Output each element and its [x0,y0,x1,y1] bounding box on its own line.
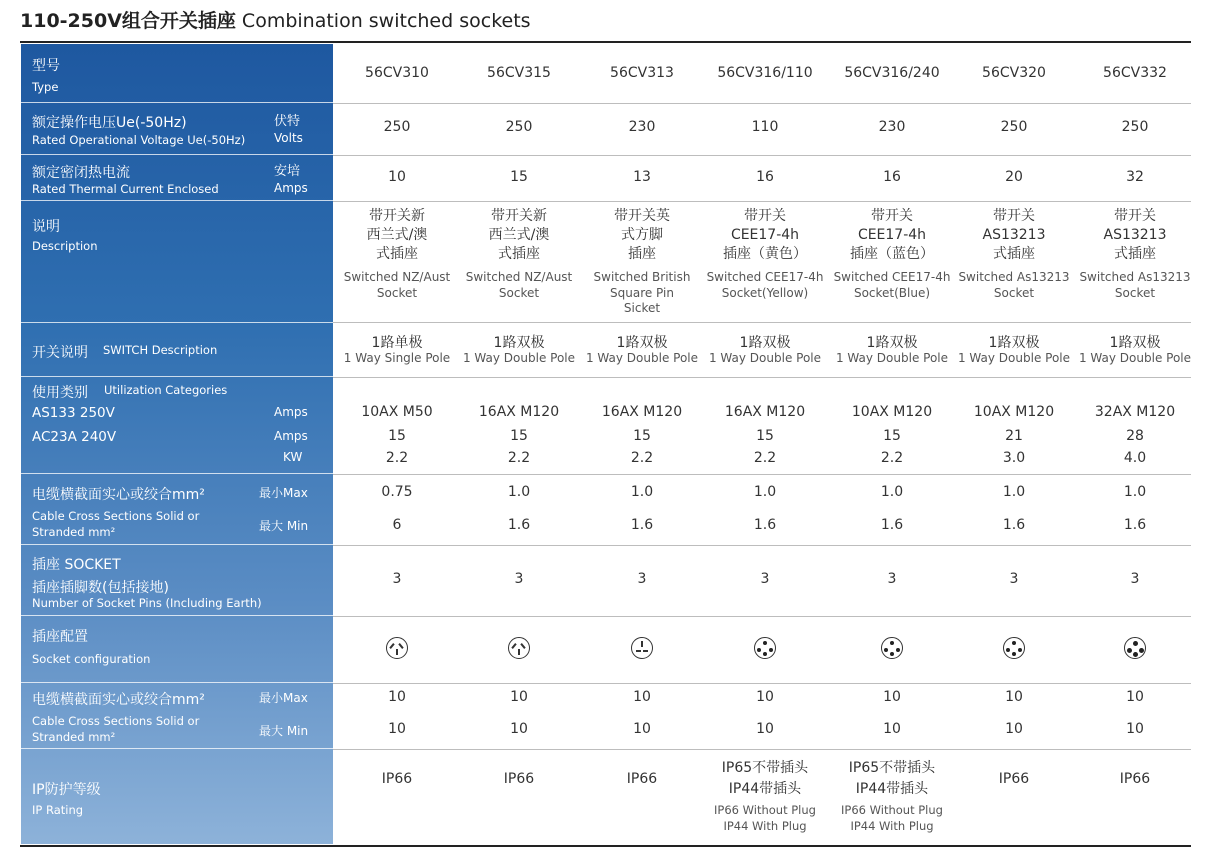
header-switch-zh: 开关说明 [32,345,88,361]
header-current-zh: 额定密闭热电流 [32,165,130,181]
utilization-ac23a-amps: 15 [388,428,406,444]
header-ip-en: IP Rating [32,803,84,817]
description-en: Switched British [593,270,691,284]
header-utilization-std1: AS133 250V [32,405,115,421]
header-cable1-min: 最小Max [259,486,308,500]
ip-rating-zh: IP65不带插头 [848,760,936,776]
ip-rating: IP66 [1119,771,1151,787]
socket-pins: 3 [1009,571,1019,587]
header-utilization-unit1: Amps [274,405,308,419]
header-cable1-en1: Cable Cross Sections Solid or [32,509,200,523]
nz-aust-socket-icon [386,637,408,659]
header-cable2-en2: Stranded mm² [32,730,116,744]
header-ip [21,749,333,844]
ip-rating: IP66 [503,771,535,787]
description-zh: 式插座 [1114,246,1156,262]
socket-pins: 3 [887,571,897,587]
header-type-zh: 型号 [32,58,60,74]
ip-rating-en: IP44 With Plug [723,819,807,833]
ip-rating: IP66 [998,771,1030,787]
cable-1-min: 1.0 [1123,484,1147,500]
rated-voltage: 110 [751,119,779,135]
rated-current: 10 [388,169,406,185]
as-large-socket-icon [1124,637,1146,659]
description-en: Socket [498,285,540,300]
utilization-ac23a-amps: 21 [1005,428,1023,444]
title-zh: 110-250V组合开关插座 [20,10,236,32]
model-number: 56CV310 [365,65,429,81]
ip-rating-zh: IP44带插头 [728,781,802,797]
header-voltage-zh: 额定操作电压Ue(-50Hz) [32,115,187,131]
utilization-kw: 2.2 [630,450,654,466]
utilization-kw: 2.2 [507,450,531,466]
cable-1-max: 1.6 [1123,517,1147,533]
header-cable1-max: 最大 Min [259,519,309,533]
socket-pins: 3 [637,571,647,587]
cable-1-max: 1.6 [507,517,531,533]
ip-rating: IP66 [626,771,658,787]
row-separator [333,103,1191,104]
description-en: Switched As13213 [958,270,1070,284]
rated-voltage: 250 [505,119,533,135]
description-zh: CEE17-4h [857,227,927,243]
utilization-kw: 2.2 [753,450,777,466]
cee-socket-icon [754,637,776,659]
socket-pins: 3 [760,571,770,587]
model-number: 56CV315 [487,65,551,81]
header-cable-1 [21,474,333,545]
ip-rating-zh: IP44带插头 [855,781,929,797]
title-en: Combination switched sockets [241,10,531,32]
description-zh: CEE17-4h [730,227,800,243]
cable-2-max: 10 [633,721,651,737]
cable-2-max: 10 [510,721,528,737]
header-utilization-unit3: KW [283,450,303,464]
header-cable1-zh: 电缆横截面实心或绞合mm² [32,487,205,503]
model-number: 56CV316/110 [717,65,813,81]
cable-2-max: 10 [756,721,774,737]
cable-2-max: 10 [1005,721,1023,737]
ip-rating: IP66 [381,771,413,787]
utilization-as133: 10AX M120 [973,404,1055,420]
cable-1-min: 1.0 [630,484,654,500]
utilization-kw: 3.0 [1002,450,1026,466]
header-cable2-zh: 电缆横截面实心或绞合mm² [32,692,205,708]
description-zh: 带开关 [1114,208,1156,224]
description-zh: 带开关 [871,208,913,224]
cable-1-max: 6 [392,517,402,533]
description-en: Socket [376,285,418,300]
rated-current: 16 [756,169,774,185]
row-separator [333,377,1191,378]
utilization-as133: 16AX M120 [601,404,683,420]
cable-1-max: 1.6 [1002,517,1026,533]
switch-description-en: 1 Way Double Pole [708,351,822,365]
socket-pins: 3 [1130,571,1140,587]
rated-current: 32 [1126,169,1144,185]
socket-pins: 3 [514,571,524,587]
cable-1-min: 1.0 [753,484,777,500]
switch-description-zh: 1路双极 [493,335,545,351]
header-switch [21,323,333,377]
utilization-kw: 2.2 [385,450,409,466]
cable-2-min: 10 [510,689,528,705]
description-en: Socket(Blue) [853,285,931,300]
cable-2-min: 10 [1126,689,1144,705]
cable-2-max: 10 [1126,721,1144,737]
header-current-unit-en: Amps [274,181,308,195]
description-en: Socket [1114,285,1156,300]
row-separator [333,616,1191,617]
header-switch-en: SWITCH Description [103,343,218,357]
description-zh: 插座（蓝色） [850,246,934,262]
description-en: Switched NZ/Aust [343,270,451,284]
header-utilization-std2: AC23A 240V [32,429,117,445]
header-current-unit-zh: 安培 [274,164,301,179]
row-separator [333,545,1191,546]
switch-description-en: 1 Way Double Pole [1078,351,1192,365]
switch-description-en: 1 Way Single Pole [343,351,451,365]
row-separator [333,322,1191,323]
description-zh: AS13213 [1103,227,1167,243]
bottom-rule [20,845,1191,847]
header-cable-2 [21,683,333,749]
utilization-as133: 32AX M120 [1094,404,1176,420]
ip-rating-en: IP66 Without Plug [841,803,943,817]
cable-2-min: 10 [388,689,406,705]
cable-2-max: 10 [388,721,406,737]
ip-rating-en: IP66 Without Plug [714,803,816,817]
description-zh: 西兰式/澳 [366,227,428,243]
header-utilization-en: Utilization Categories [104,383,228,397]
header-description-en: Description [32,239,98,253]
rated-current: 20 [1005,169,1023,185]
description-zh: AS13213 [982,227,1046,243]
header-type-en: Type [32,80,59,94]
utilization-as133: 10AX M120 [851,404,933,420]
header-voltage-unit-en: Volts [274,131,303,145]
description-en: Switched CEE17-4h [833,270,951,284]
description-zh: 插座（黄色） [723,246,807,262]
header-cable2-min: 最小Max [259,691,308,705]
description-zh: 西兰式/澳 [488,227,550,243]
utilization-ac23a-amps: 15 [756,428,774,444]
rated-voltage: 250 [1000,119,1028,135]
switch-description-en: 1 Way Double Pole [462,351,576,365]
row-separator [333,749,1191,750]
utilization-ac23a-amps: 15 [510,428,528,444]
description-zh: 式插座 [498,246,540,262]
header-type [21,44,333,103]
description-zh: 带开关新 [491,208,547,224]
rated-current: 16 [883,169,901,185]
description-zh: 式方脚 [621,227,663,243]
header-current [21,155,333,201]
nz-aust-socket-icon [508,637,530,659]
description-en: Socket [993,285,1035,300]
cable-1-min: 1.0 [1002,484,1026,500]
header-utilization-zh: 使用类别 [32,385,88,401]
rated-voltage: 250 [383,119,411,135]
row-separator [333,683,1191,684]
header-socket-zh1: 插座 SOCKET [32,557,121,573]
description-en: Socket(Yellow) [721,285,809,300]
utilization-kw: 4.0 [1123,450,1147,466]
description-en: Square Pin [610,285,674,300]
utilization-ac23a-amps: 28 [1126,428,1144,444]
utilization-ac23a-amps: 15 [633,428,651,444]
header-description [21,201,333,323]
utilization-kw: 2.2 [880,450,904,466]
cable-1-min: 1.0 [880,484,904,500]
utilization-ac23a-amps: 15 [883,428,901,444]
switch-description-en: 1 Way Double Pole [585,351,699,365]
cee-socket-icon [881,637,903,659]
row-separator [333,474,1191,475]
rated-voltage: 230 [628,119,656,135]
switch-description-zh: 1路双极 [616,335,668,351]
row-separator [333,155,1191,156]
description-zh: 式插座 [376,246,418,262]
as-socket-icon [1003,637,1025,659]
rated-voltage: 230 [878,119,906,135]
header-cable2-en1: Cable Cross Sections Solid or [32,714,200,728]
header-utilization-unit2: Amps [274,429,308,443]
description-zh: 插座 [628,246,656,262]
header-voltage [21,103,333,155]
switch-description-en: 1 Way Double Pole [835,351,949,365]
rated-current: 15 [510,169,528,185]
page-title [20,6,531,33]
model-number: 56CV313 [610,65,674,81]
header-current-en: Rated Thermal Current Enclosed [32,182,219,196]
switch-description-zh: 1路双极 [866,335,918,351]
header-socket [21,545,333,616]
cable-1-min: 1.0 [507,484,531,500]
rated-current: 13 [633,169,651,185]
description-en: Sicket [623,301,661,315]
cable-2-min: 10 [1005,689,1023,705]
switch-description-zh: 1路双极 [1109,335,1161,351]
header-socket-en: Number of Socket Pins (Including Earth) [32,596,262,610]
description-en: Switched CEE17-4h [706,270,824,284]
ip-rating-zh: IP65不带插头 [721,760,809,776]
description-en: Switched As13213 [1079,270,1191,284]
model-number: 56CV316/240 [844,65,940,81]
top-rule [20,41,1191,43]
cable-1-max: 1.6 [753,517,777,533]
header-description-zh: 说明 [32,219,60,235]
header-ip-zh: IP防护等级 [32,782,101,798]
description-zh: 带开关 [993,208,1035,224]
rated-voltage: 250 [1121,119,1149,135]
ip-rating-en: IP44 With Plug [850,819,934,833]
header-cable1-en2: Stranded mm² [32,525,116,539]
cable-2-max: 10 [883,721,901,737]
model-number: 56CV320 [982,65,1046,81]
model-number: 56CV332 [1103,65,1167,81]
cable-1-max: 1.6 [880,517,904,533]
description-zh: 带开关 [744,208,786,224]
header-config-en: Socket configuration [32,652,151,666]
cable-2-min: 10 [756,689,774,705]
row-separator [333,201,1191,202]
switch-description-zh: 1路双极 [988,335,1040,351]
header-config [21,616,333,683]
header-cable2-max: 最大 Min [259,724,309,738]
cable-2-min: 10 [633,689,651,705]
description-zh: 带开关新 [369,208,425,224]
utilization-as133: 16AX M120 [478,404,560,420]
description-en: Switched NZ/Aust [465,270,573,284]
cable-2-min: 10 [883,689,901,705]
description-zh: 带开关英 [614,208,670,224]
header-voltage-unit-zh: 伏特 [274,114,301,129]
description-zh: 式插座 [993,246,1035,262]
utilization-as133: 10AX M50 [361,404,433,420]
switch-description-zh: 1路双极 [739,335,791,351]
switch-description-en: 1 Way Double Pole [957,351,1071,365]
header-config-zh: 插座配置 [32,629,88,645]
switch-description-zh: 1路单极 [371,335,423,351]
header-utilization [21,377,333,474]
cable-1-max: 1.6 [630,517,654,533]
socket-pins: 3 [392,571,402,587]
header-voltage-en: Rated Operational Voltage Ue(-50Hz) [32,133,246,147]
utilization-as133: 16AX M120 [724,404,806,420]
british-socket-icon [631,637,653,659]
cable-1-min: 0.75 [381,484,413,500]
header-socket-zh2: 插座插脚数(包括接地) [32,580,169,596]
